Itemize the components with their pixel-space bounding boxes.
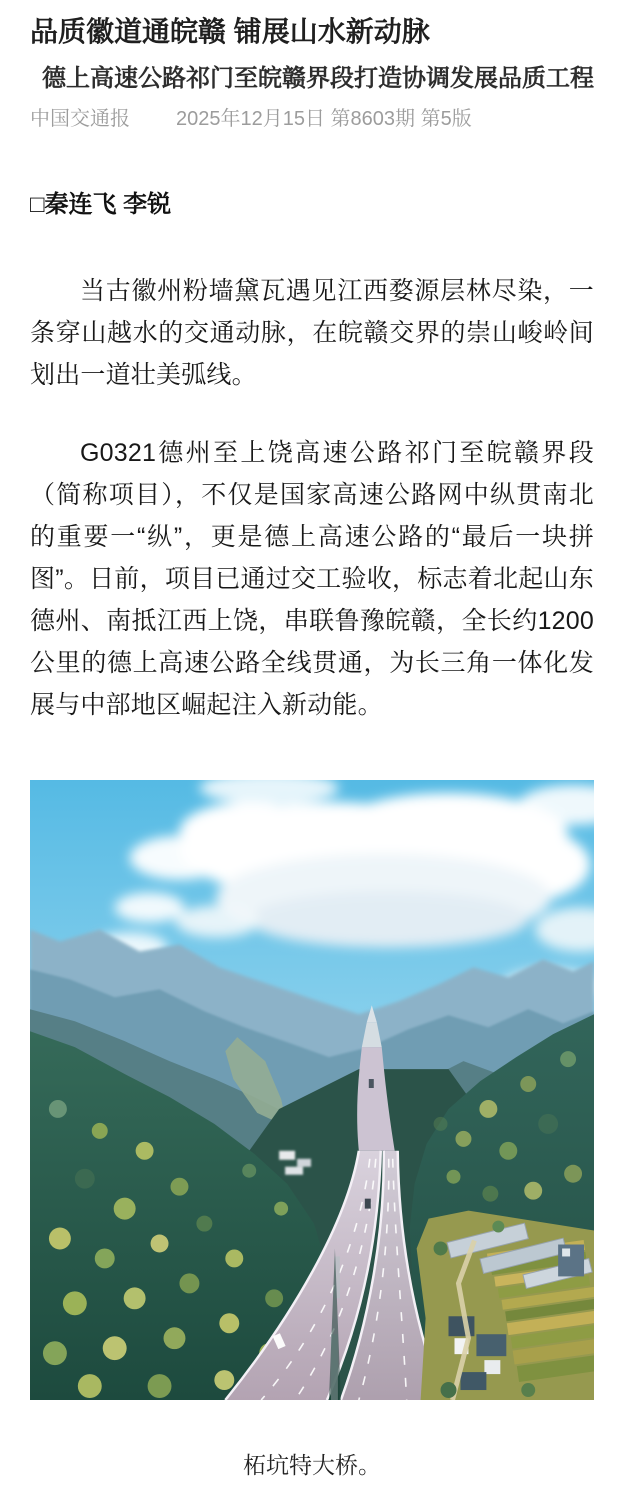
article-title: 品质徽道通皖赣 铺展山水新动脉 [30, 16, 430, 47]
article-subtitle: 德上高速公路祁门至皖赣界段打造协调发展品质工程 [42, 65, 594, 92]
issue-info: 2025年12月15日 第8603期 第5版 [176, 108, 472, 130]
photo-caption: 柘坑特大桥。 [243, 1452, 381, 1478]
highway-viaduct-illustration [30, 780, 594, 1400]
article-figure [30, 780, 594, 1480]
byline: □秦连飞 李锐 [30, 191, 172, 218]
paragraph-1: 当古徽州粉墙黛瓦遇见江西婺源层林尽染，一条穿山越水的交通动脉，在皖赣交界的崇山峻岭间划出一道壮美弧线。 [30, 277, 594, 389]
article-photo[interactable] [30, 780, 594, 1400]
paragraph-2: G0321德州至上饶高速公路祁门至皖赣界段（简称项目），不仅是国家高速公路网中纵贯南北的重要一“纵”，更是德上高速公路的“最后一块拼图”。日前，项目已通过交工验收，标志着北起山东德州、南抵江西上饶，串联鲁豫皖赣，全长约1200公里的德上高速公路全线贯通，为长三角一体化发展与中部地区崛起注入新动能。 [30, 439, 594, 719]
article-meta [30, 106, 594, 132]
source-name: 中国交通报 [30, 108, 130, 130]
